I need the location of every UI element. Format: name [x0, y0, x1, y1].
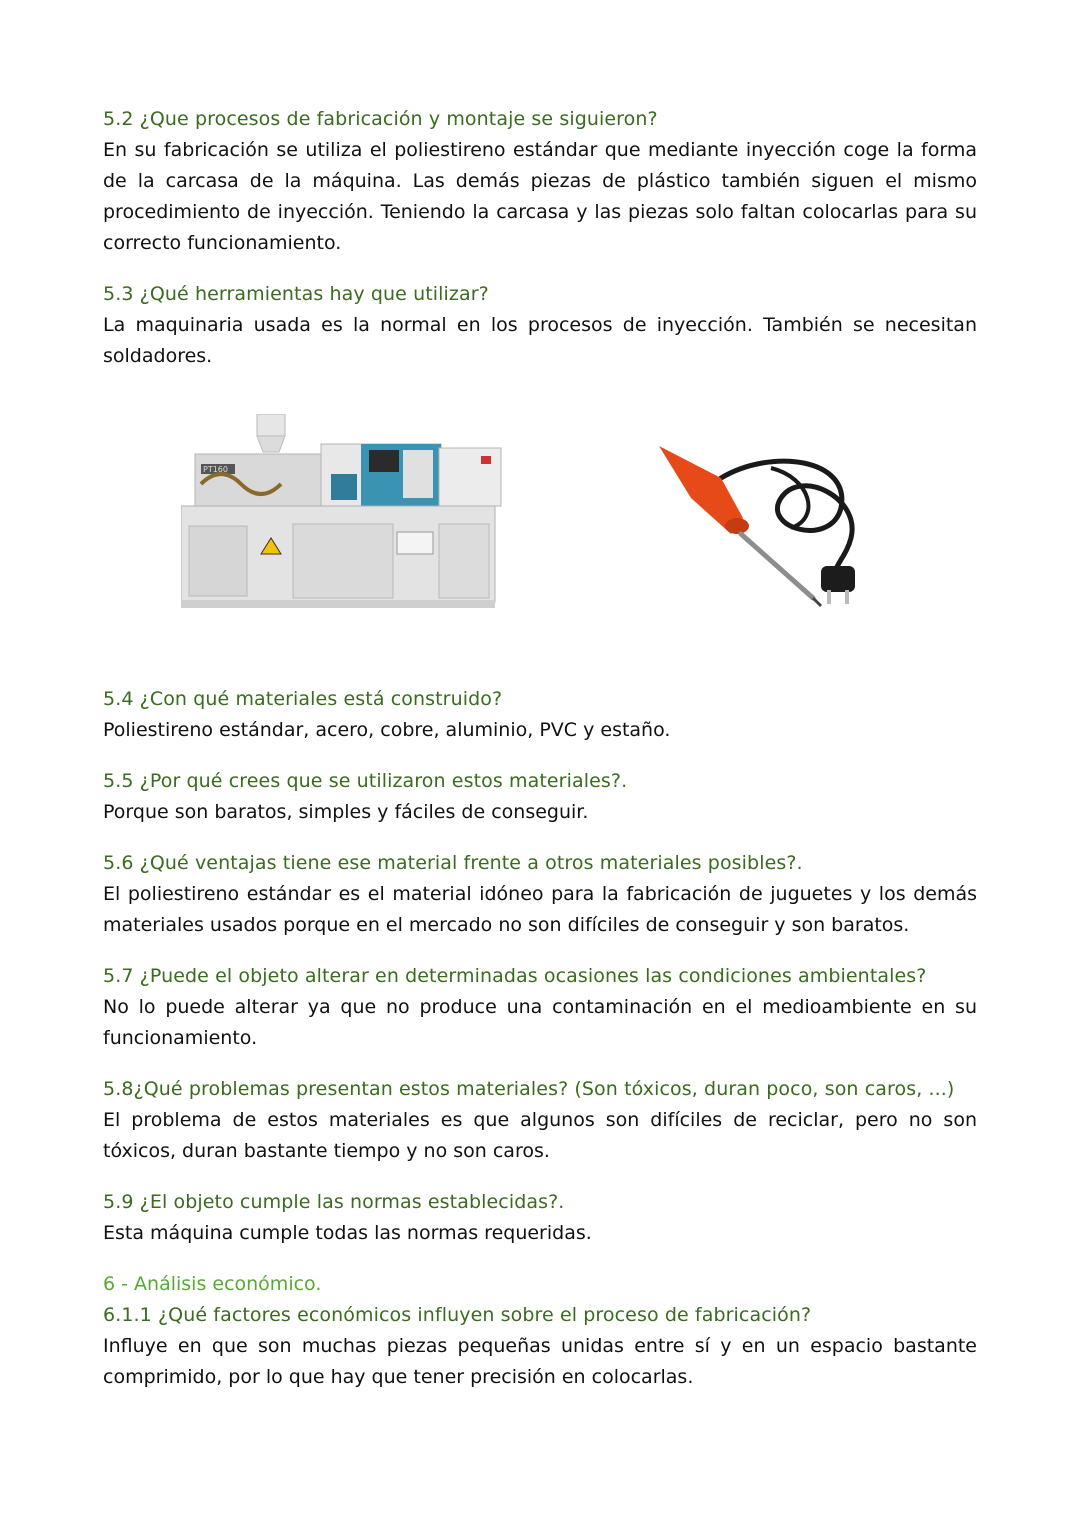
answer-5-5: Porque son baratos, simples y fáciles de conseguir. [103, 801, 589, 823]
question-5-7: 5.7 ¿Puede el objeto alterar en determinadas ocasiones las condiciones ambientales? [103, 965, 927, 987]
document-content [103, 104, 977, 1413]
section-6 [103, 1269, 977, 1393]
answer-5-6: El poliestireno estándar es el material idóneo para la fabricación de juguetes y los demás materiales usados porque en el mercado no son difíciles de conseguir y son baratos. [103, 883, 977, 936]
section-5-2 [103, 104, 977, 259]
answer-5-7: No lo puede alterar ya que no produce una contaminación en el medioambiente en su funcionamiento. [103, 996, 977, 1049]
section-5-8 [103, 1074, 977, 1167]
answer-5-2: En su fabricación se utiliza el poliestireno estándar que mediante inyección coge la forma de la carcasa de la máquina. Las demás piezas de plástico también siguen el mismo procedimiento de inyección. Teniendo la carcasa y las piezas solo faltan colocarlas para su correcto funcionamiento. [103, 139, 977, 254]
section-5-5 [103, 766, 977, 828]
answer-5-3: La maquinaria usada es la normal en los procesos de inyección. También se necesitan soldadores. [103, 314, 977, 367]
question-6-1-1: 6.1.1 ¿Qué factores económicos influyen sobre el proceso de fabricación? [103, 1304, 812, 1326]
section-5-6 [103, 848, 977, 941]
question-5-5: 5.5 ¿Por qué crees que se utilizaron estos materiales?. [103, 770, 628, 792]
injection-molding-machine-image [181, 414, 505, 610]
section-5-3 [103, 279, 977, 372]
figures-row [103, 382, 977, 672]
question-5-9: 5.9 ¿El objeto cumple las normas establecidas?. [103, 1191, 565, 1213]
answer-5-9: Esta máquina cumple todas las normas requeridas. [103, 1222, 592, 1244]
question-5-4: 5.4 ¿Con qué materiales está construido? [103, 688, 503, 710]
machine-label: PT160 [203, 465, 228, 474]
question-5-3: 5.3 ¿Qué herramientas hay que utilizar? [103, 283, 489, 305]
section-5-7 [103, 961, 977, 1054]
section-5-9 [103, 1187, 977, 1249]
question-5-6: 5.6 ¿Qué ventajas tiene ese material frente a otros materiales posibles?. [103, 852, 803, 874]
section-5-4 [103, 684, 977, 746]
answer-5-4: Poliestireno estándar, acero, cobre, aluminio, PVC y estaño. [103, 719, 671, 741]
answer-6-1-1: Influye en que son muchas piezas pequeñas unidas entre sí y en un espacio bastante comprimido, por lo que hay que tener precisión en colocarlas. [103, 1335, 977, 1388]
answer-5-8: El problema de estos materiales es que algunos son difíciles de reciclar, pero no son tóxicos, duran bastante tiempo y no son caros. [103, 1109, 977, 1162]
question-5-8: 5.8¿Qué problemas presentan estos materiales? (Son tóxicos, duran poco, son caros, ...) [103, 1078, 955, 1100]
section-heading-6: 6 - Análisis económico. [103, 1273, 322, 1295]
question-5-2: 5.2 ¿Que procesos de fabricación y montaje se siguieron? [103, 108, 658, 130]
soldering-iron-image [651, 438, 881, 608]
